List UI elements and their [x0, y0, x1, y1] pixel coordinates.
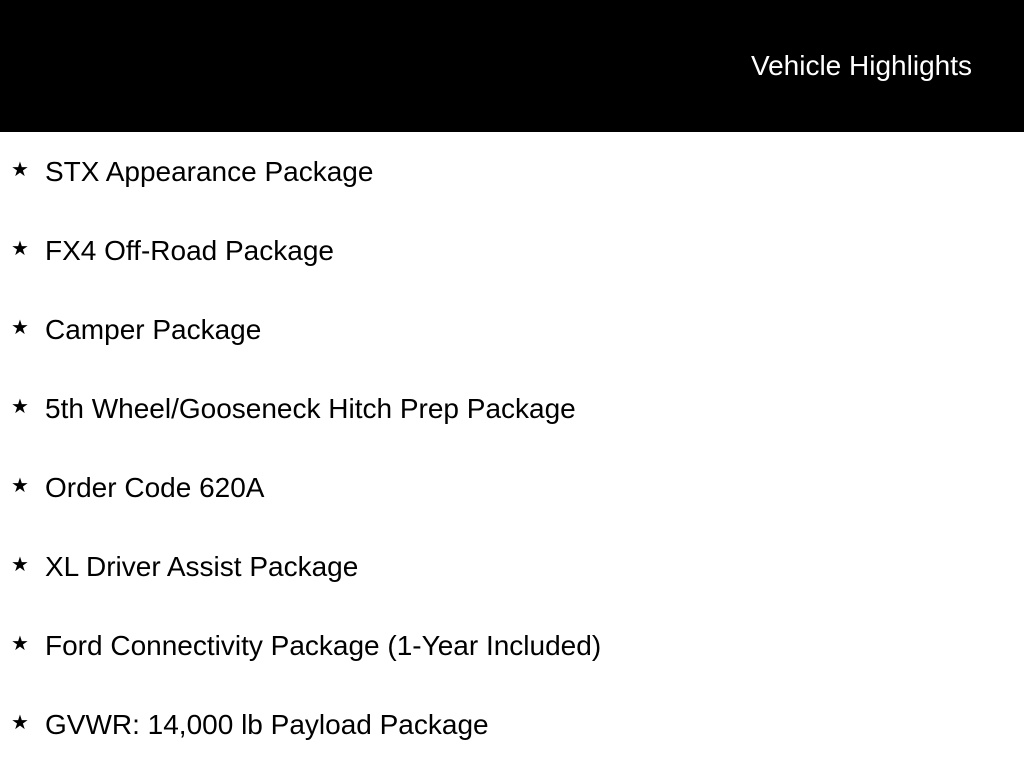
star-icon: ★ [11, 475, 29, 497]
highlight-label: Camper Package [45, 314, 262, 345]
highlight-label: XL Driver Assist Package [45, 551, 359, 582]
header-bar [0, 0, 1024, 132]
star-icon: ★ [11, 317, 29, 339]
page-title: Vehicle Highlights [750, 50, 972, 81]
list-item [0, 705, 1024, 745]
star-icon: ★ [11, 712, 29, 734]
star-icon: ★ [11, 159, 29, 181]
highlight-label: FX4 Off-Road Package [45, 235, 334, 266]
highlight-label: Ford Connectivity Package (1-Year Included) [45, 630, 602, 661]
list-item [0, 468, 1024, 508]
star-icon: ★ [11, 238, 29, 260]
list-item [0, 626, 1024, 666]
highlight-label: GVWR: 14,000 lb Payload Package [45, 709, 489, 740]
list-item [0, 231, 1024, 271]
star-icon: ★ [11, 633, 29, 655]
list-item [0, 389, 1024, 429]
list-item [0, 152, 1024, 192]
star-icon: ★ [11, 396, 29, 418]
list-item [0, 547, 1024, 587]
highlight-label: STX Appearance Package [45, 156, 374, 187]
star-icon: ★ [11, 554, 29, 576]
highlight-label: Order Code 620A [45, 472, 265, 503]
highlight-label: 5th Wheel/Gooseneck Hitch Prep Package [45, 393, 576, 424]
list-item [0, 310, 1024, 350]
